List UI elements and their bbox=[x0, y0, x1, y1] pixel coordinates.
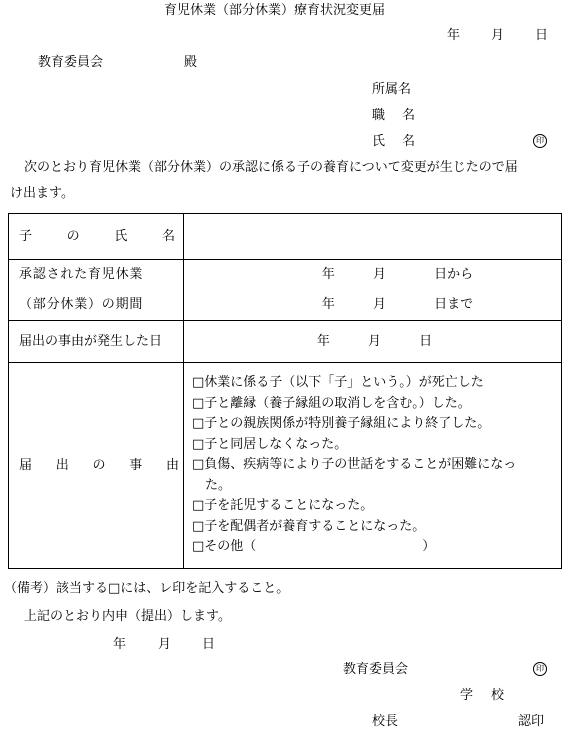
period-from bbox=[184, 260, 561, 290]
child-name-label-cell bbox=[9, 214, 184, 260]
reason-checklist bbox=[184, 373, 561, 558]
header-date-month: 月 bbox=[491, 28, 505, 43]
document-title: 育児休業（部分休業）療育状況変更届 bbox=[164, 3, 386, 18]
board-seal-mark: 印 bbox=[533, 662, 547, 676]
period-to-month: 月 bbox=[372, 297, 386, 312]
period-from-year: 年 bbox=[321, 267, 335, 282]
period-to-year: 年 bbox=[321, 297, 335, 312]
event-date-day: 日 bbox=[419, 334, 433, 349]
header-date-day: 日 bbox=[535, 28, 549, 43]
period-from-month: 月 bbox=[372, 267, 386, 282]
position-label-char-2: 名 bbox=[402, 108, 416, 123]
reason-option-other-close: ） bbox=[422, 539, 436, 555]
footer-school-char-1: 学 bbox=[460, 688, 474, 703]
period-from-day: 日から bbox=[434, 267, 474, 282]
row-event-date bbox=[9, 321, 562, 363]
footer-board: 教育委員会 bbox=[343, 662, 409, 677]
period-label-line-1: 承認された育児休業 bbox=[19, 267, 144, 282]
footer-school-char-2: 校 bbox=[491, 688, 505, 703]
reason-option-adoption-dissolved[interactable]: □子と離縁（養子縁組の取消しを含む。）した。 bbox=[192, 395, 471, 411]
principal-seal: 認印 bbox=[518, 714, 545, 729]
child-name-label-char: の bbox=[66, 229, 80, 244]
period-to bbox=[184, 290, 561, 320]
event-date-month: 月 bbox=[367, 334, 381, 349]
reason-options-cell bbox=[184, 363, 562, 569]
event-date-year: 年 bbox=[316, 334, 330, 349]
intro-line-1: 次のとおり育児休業（部分休業）の承認に係る子の養育について変更が生じたので届 bbox=[24, 160, 518, 175]
footer-date-year: 年 bbox=[113, 637, 127, 652]
addressee-org: 教育委員会 bbox=[38, 55, 104, 70]
event-date-field[interactable] bbox=[184, 321, 562, 363]
child-name-field[interactable] bbox=[184, 214, 562, 260]
seal-mark: 印 bbox=[533, 134, 547, 148]
reason-label-cell bbox=[9, 363, 184, 569]
footer-principal: 校長 bbox=[372, 714, 399, 729]
reason-option-injury-illness-cont: た。 bbox=[205, 477, 232, 493]
row-approved-period bbox=[9, 260, 562, 321]
intro-line-2: け出ます。 bbox=[10, 186, 74, 201]
reason-option-no-longer-cohabiting[interactable]: □子と同居しなくなった。 bbox=[192, 436, 348, 452]
reason-label-char: 届 bbox=[19, 458, 33, 473]
period-label-line-2: （部分休業）の期間 bbox=[19, 297, 144, 312]
period-to-day: 日まで bbox=[434, 297, 474, 312]
reason-option-other[interactable] bbox=[192, 537, 561, 558]
footer-date-month: 月 bbox=[158, 637, 172, 652]
event-date-label: 届出の事由が発生した日 bbox=[19, 334, 163, 349]
affiliation-label: 所属名 bbox=[372, 82, 412, 97]
remarks-note: （備考）該当する□には、レ印を記入すること。 bbox=[4, 581, 290, 596]
reason-option-kinship-ended[interactable]: □子との親族関係が特別養子縁組により終了した。 bbox=[192, 416, 491, 432]
reason-option-other-open: □その他（ bbox=[192, 539, 257, 555]
header-date-year: 年 bbox=[447, 28, 461, 43]
reason-label-char: 由 bbox=[165, 458, 179, 473]
child-name-label-char: 子 bbox=[19, 229, 33, 244]
reason-option-daycare[interactable]: □子を託児することになった。 bbox=[192, 498, 374, 514]
reason-option-death[interactable]: □休業に係る子（以下「子」という。）が死亡した bbox=[192, 375, 484, 391]
child-name-label-char: 氏 bbox=[114, 229, 128, 244]
row-reason bbox=[9, 363, 562, 569]
reason-label-char: の bbox=[92, 458, 106, 473]
reason-label-char: 出 bbox=[55, 458, 69, 473]
reason-label-char: 事 bbox=[129, 458, 143, 473]
row-child-name bbox=[9, 214, 562, 260]
period-label-cell bbox=[9, 260, 184, 321]
period-field[interactable] bbox=[184, 260, 562, 321]
addressee-honorific: 殿 bbox=[184, 55, 198, 70]
event-date-label-cell bbox=[9, 321, 184, 363]
name-label-char-2: 名 bbox=[402, 134, 416, 149]
position-label-char-1: 職 bbox=[372, 108, 386, 123]
notification-table bbox=[8, 213, 562, 569]
name-label-char-1: 氏 bbox=[372, 134, 386, 149]
submission-statement: 上記のとおり内申（提出）します。 bbox=[24, 609, 231, 624]
footer-date-day: 日 bbox=[202, 637, 216, 652]
reason-option-spouse-care[interactable]: □子を配偶者が養育することになった。 bbox=[192, 518, 426, 534]
child-name-label-char: 名 bbox=[161, 229, 175, 244]
reason-option-injury-illness[interactable]: □負傷、疾病等により子の世話をすることが困難になっ bbox=[192, 457, 517, 473]
